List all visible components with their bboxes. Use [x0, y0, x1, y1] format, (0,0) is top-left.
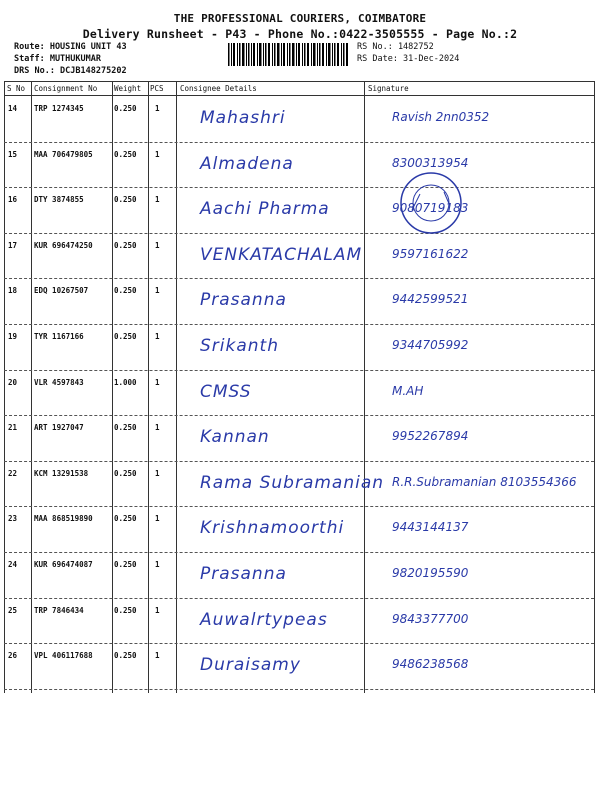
column-divider [148, 81, 149, 693]
cell-sno: 18 [8, 286, 18, 296]
cell-consignment: KCM 13291538 [34, 468, 89, 478]
cell-signature-handwritten: 9843377700 [392, 611, 469, 626]
cell-consignment: MAA 868519890 [34, 514, 93, 524]
cell-sno: 17 [8, 240, 18, 250]
cell-pcs: 1 [155, 332, 160, 341]
cell-pcs: 1 [155, 104, 160, 113]
row-divider [4, 324, 594, 325]
row-divider [4, 370, 594, 371]
cell-signature-handwritten: Ravish 2nn0352 [392, 110, 490, 124]
cell-sno: 24 [8, 560, 18, 569]
cell-sno: 22 [8, 468, 18, 478]
col-header-consignment: Consignment No [34, 84, 98, 93]
row-divider [4, 506, 594, 507]
col-header-signature: Signature [368, 84, 409, 93]
cell-weight: 0.250 [114, 286, 137, 296]
column-divider [31, 81, 32, 693]
row-divider [4, 598, 594, 599]
company-stamp-image [398, 170, 464, 236]
cell-weight: 0.250 [114, 468, 137, 478]
cell-signature-handwritten: 9344705992 [392, 338, 469, 352]
row-divider [4, 187, 594, 188]
cell-sno: 23 [8, 514, 18, 524]
row-divider [4, 278, 594, 279]
cell-signature-handwritten: M.AH [392, 383, 424, 398]
cell-consignee-handwritten: Prasanna [200, 564, 287, 584]
cell-weight: 0.250 [114, 240, 137, 250]
cell-sno: 16 [8, 195, 18, 205]
cell-consignment: EDQ 10267507 [34, 286, 89, 296]
cell-consignee-handwritten: Kannan [200, 427, 270, 448]
drs-label: DRS No.: DCJB148275202 [14, 66, 127, 76]
cell-weight: 0.250 [114, 560, 137, 569]
cell-pcs: 1 [155, 560, 160, 569]
column-divider [364, 81, 365, 693]
cell-consignment: KUR 696474087 [34, 560, 93, 569]
col-header-weight: Weight [114, 84, 142, 93]
cell-sno: 26 [8, 651, 18, 661]
cell-consignee-handwritten: Prasanna [200, 290, 287, 311]
cell-pcs: 1 [155, 468, 160, 478]
col-header-pcs: PCS [150, 84, 164, 93]
column-divider [4, 81, 5, 693]
cell-consignee-handwritten: CMSS [200, 381, 252, 402]
cell-sno: 15 [8, 149, 18, 159]
cell-consignment: TRP 7846434 [34, 605, 84, 615]
cell-signature-handwritten: 9952267894 [392, 429, 469, 444]
barcode-image [228, 43, 348, 66]
cell-signature-handwritten: 9442599521 [392, 292, 469, 307]
cell-pcs: 1 [155, 605, 160, 615]
row-divider [4, 689, 594, 690]
row-divider [4, 552, 594, 553]
cell-signature-handwritten: 9820195590 [392, 566, 469, 580]
row-divider [4, 233, 594, 234]
cell-sno: 20 [8, 377, 18, 387]
cell-consignee-handwritten: Duraisamy [200, 655, 301, 676]
column-divider [176, 81, 177, 693]
column-divider [112, 81, 113, 693]
cell-pcs: 1 [155, 240, 160, 250]
rs-date-label: RS Date: 31-Dec-2024 [357, 54, 460, 64]
cell-consignment: VLR 4597843 [34, 377, 84, 387]
cell-weight: 0.250 [114, 651, 137, 661]
cell-consignee-handwritten: VENKATACHALAM [200, 244, 363, 265]
row-divider [4, 643, 594, 644]
cell-consignment: VPL 406117688 [34, 651, 93, 661]
cell-sno: 25 [8, 605, 18, 615]
cell-signature-handwritten: 9080719183 [392, 201, 469, 216]
row-divider [4, 415, 594, 416]
cell-consignee-handwritten: Almadena [200, 153, 294, 174]
cell-weight: 0.250 [114, 332, 137, 341]
cell-pcs: 1 [155, 195, 160, 205]
cell-pcs: 1 [155, 514, 160, 524]
cell-consignee-handwritten: Krishnamoorthi [200, 518, 345, 539]
runsheet-subtitle: Delivery Runsheet - P43 - Phone No.:0422-3505555 - Page No.:2 [82, 27, 518, 41]
page-title: THE PROFESSIONAL COURIERS, COIMBATORE [173, 12, 427, 25]
cell-signature-handwritten: 8300313954 [392, 155, 469, 170]
cell-pcs: 1 [155, 651, 160, 661]
rs-no-label: RS No.: 1482752 [357, 42, 434, 52]
cell-weight: 0.250 [114, 423, 137, 433]
cell-consignment: DTY 3874855 [34, 195, 84, 205]
cell-consignment: ART 1927047 [34, 423, 84, 433]
cell-consignee-handwritten: Srikanth [200, 336, 279, 356]
row-divider [4, 461, 594, 462]
cell-weight: 1.000 [114, 377, 137, 387]
cell-pcs: 1 [155, 149, 160, 159]
row-divider [4, 142, 594, 143]
cell-weight: 0.250 [114, 149, 137, 159]
cell-consignee-handwritten: Auwalrtypeas [200, 609, 328, 630]
cell-consignee-handwritten: Rama Subramanian [200, 472, 385, 493]
cell-consignee-handwritten: Aachi Pharma [200, 199, 330, 220]
column-divider [594, 81, 595, 693]
cell-weight: 0.250 [114, 195, 137, 205]
cell-signature-handwritten: 9486238568 [392, 657, 469, 672]
route-label: Route: HOUSING UNIT 43 [14, 42, 127, 52]
cell-weight: 0.250 [114, 514, 137, 524]
staff-label: Staff: MUTHUKUMAR [14, 54, 101, 64]
cell-consignment: MAA 706479805 [34, 149, 93, 159]
cell-signature-handwritten: 9597161622 [392, 246, 469, 261]
col-header-consignee: Consignee Details [180, 84, 257, 93]
table-header [0, 82, 600, 96]
cell-pcs: 1 [155, 423, 160, 433]
cell-consignee-handwritten: Mahashri [200, 108, 286, 128]
cell-signature-handwritten: 9443144137 [392, 520, 469, 535]
cell-weight: 0.250 [114, 605, 137, 615]
cell-consignment: TRP 1274345 [34, 104, 84, 113]
cell-sno: 19 [8, 332, 18, 341]
cell-consignment: KUR 696474250 [34, 240, 93, 250]
cell-sno: 21 [8, 423, 18, 433]
col-header-sno: S No [7, 84, 26, 93]
cell-sno: 14 [8, 104, 18, 113]
cell-pcs: 1 [155, 377, 160, 387]
cell-pcs: 1 [155, 286, 160, 296]
cell-weight: 0.250 [114, 104, 137, 113]
cell-signature-handwritten: R.R.Subramanian 8103554366 [392, 474, 577, 489]
cell-consignment: TYR 1167166 [34, 332, 84, 341]
